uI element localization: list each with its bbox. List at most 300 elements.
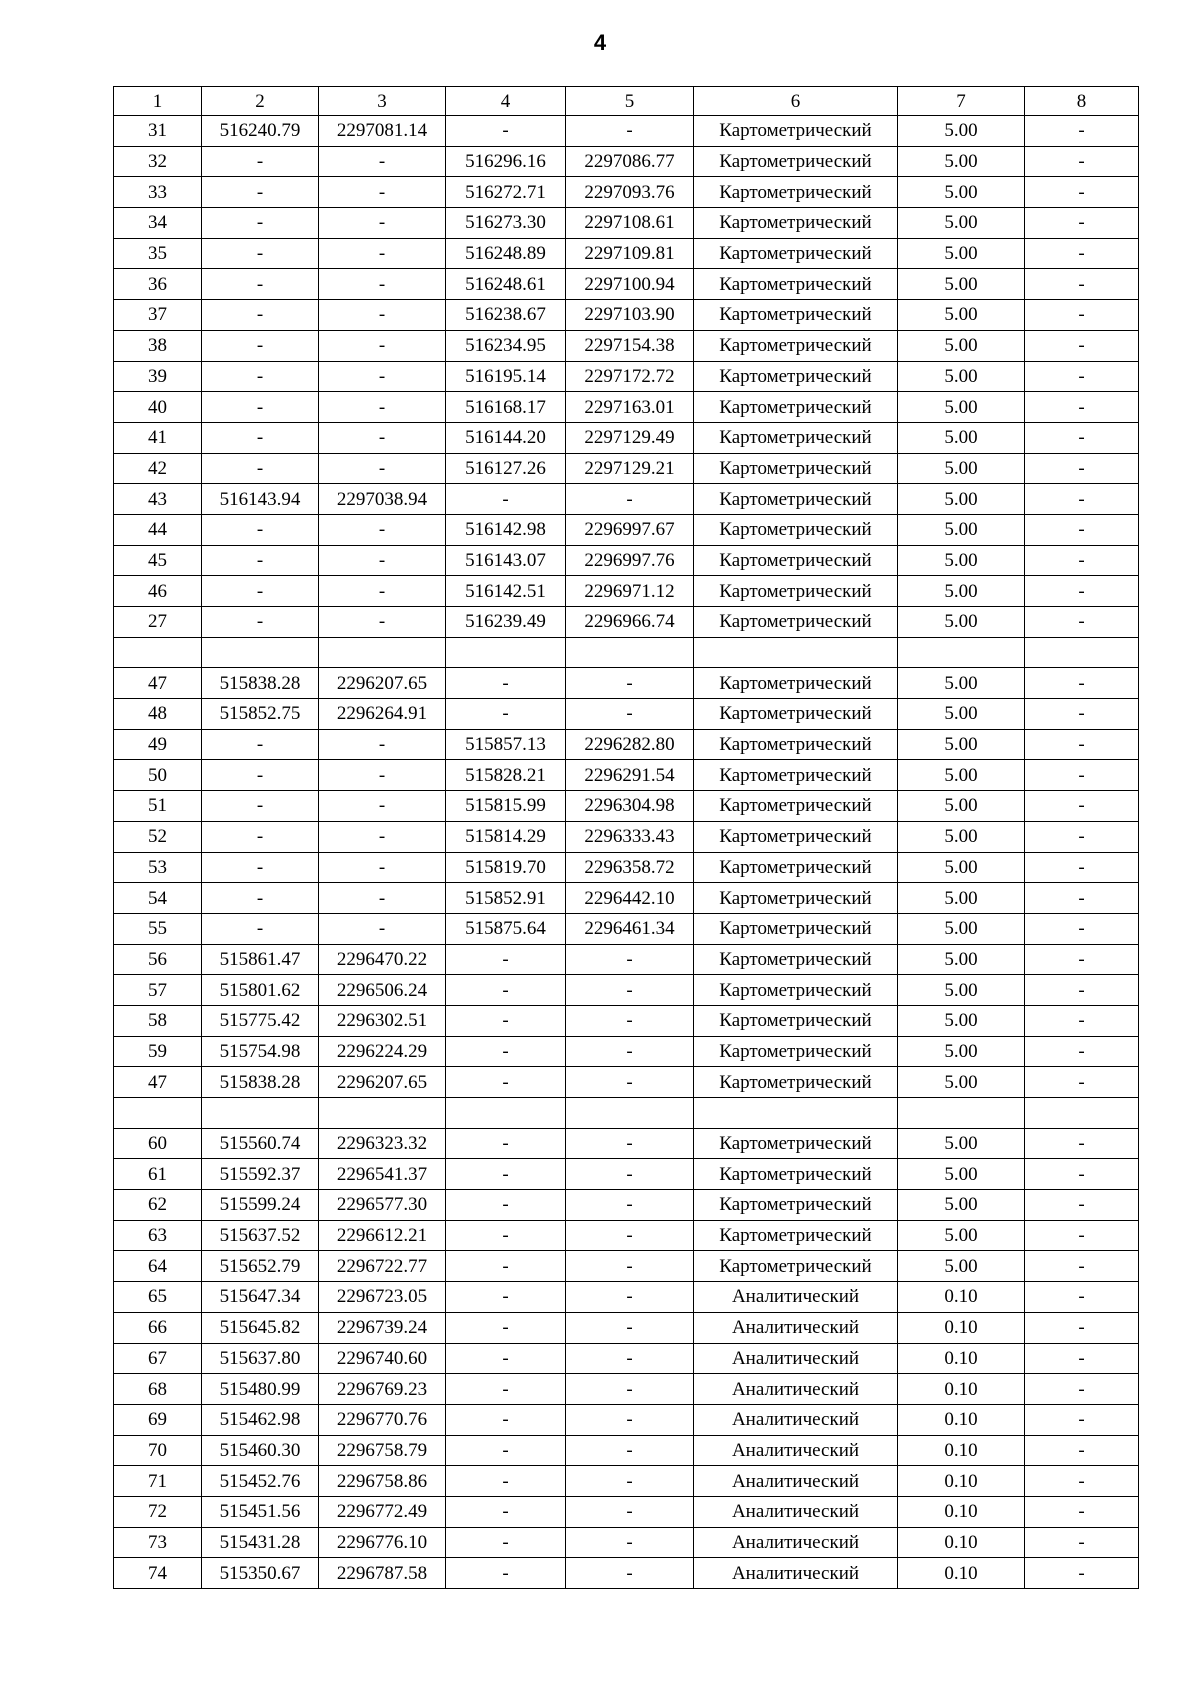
table-cell: - <box>1025 1220 1139 1251</box>
table-cell: - <box>566 1220 694 1251</box>
table-row <box>114 1005 1139 1036</box>
table-cell: 2296323.32 <box>319 1128 446 1159</box>
table-cell: - <box>566 1128 694 1159</box>
table-cell: - <box>446 1312 566 1343</box>
table-cell: - <box>202 269 319 300</box>
table-cell: 5.00 <box>898 607 1025 638</box>
table-cell: - <box>319 729 446 760</box>
table-body <box>114 116 1139 1589</box>
table-cell: 2296304.98 <box>566 791 694 822</box>
table-cell: 515838.28 <box>202 668 319 699</box>
table-cell: Картометрический <box>694 852 898 883</box>
table-row <box>114 883 1139 914</box>
table-row <box>114 484 1139 515</box>
table-cell: 72 <box>114 1496 202 1527</box>
table-cell: 5.00 <box>898 791 1025 822</box>
table-cell: 2296739.24 <box>319 1312 446 1343</box>
table-cell: 516273.30 <box>446 208 566 239</box>
table-cell: 0.10 <box>898 1343 1025 1374</box>
table-row <box>114 729 1139 760</box>
table-row <box>114 975 1139 1006</box>
table-cell: 46 <box>114 576 202 607</box>
table-cell: 2296358.72 <box>566 852 694 883</box>
table-cell: 2296264.91 <box>319 699 446 730</box>
table-cell: 2296966.74 <box>566 607 694 638</box>
table-cell: - <box>1025 514 1139 545</box>
table-cell: Картометрический <box>694 1005 898 1036</box>
table-cell: 55 <box>114 913 202 944</box>
table-cell: 34 <box>114 208 202 239</box>
table-cell: 56 <box>114 944 202 975</box>
table-cell: - <box>319 791 446 822</box>
table-cell: 515801.62 <box>202 975 319 1006</box>
table-cell <box>319 637 446 668</box>
table-cell: 5.00 <box>898 975 1025 1006</box>
table-cell: 5.00 <box>898 668 1025 699</box>
table-cell: Аналитический <box>694 1343 898 1374</box>
table-cell: Картометрический <box>694 484 898 515</box>
table-cell: Картометрический <box>694 1128 898 1159</box>
table-cell: - <box>202 760 319 791</box>
table-cell: 515645.82 <box>202 1312 319 1343</box>
table-cell: 515819.70 <box>446 852 566 883</box>
table-cell: 69 <box>114 1404 202 1435</box>
table-cell: Картометрический <box>694 361 898 392</box>
column-header: 5 <box>566 87 694 116</box>
table-cell: 2296207.65 <box>319 1067 446 1098</box>
table-cell: - <box>319 208 446 239</box>
column-header: 2 <box>202 87 319 116</box>
table-row <box>114 1098 1139 1129</box>
table-cell: - <box>1025 576 1139 607</box>
table-cell: 2296776.10 <box>319 1527 446 1558</box>
table-cell: 67 <box>114 1343 202 1374</box>
table-cell: 5.00 <box>898 699 1025 730</box>
table-cell: 5.00 <box>898 269 1025 300</box>
table-cell: - <box>319 361 446 392</box>
table-cell: 61 <box>114 1159 202 1190</box>
table-cell: - <box>1025 453 1139 484</box>
table-cell: - <box>1025 883 1139 914</box>
table-cell: 31 <box>114 116 202 147</box>
table-cell: 5.00 <box>898 1067 1025 1098</box>
table-cell: 0.10 <box>898 1466 1025 1497</box>
table-cell: Картометрический <box>694 729 898 760</box>
table-row <box>114 699 1139 730</box>
column-header: 6 <box>694 87 898 116</box>
table-cell: - <box>566 484 694 515</box>
table-row <box>114 637 1139 668</box>
table-cell: - <box>202 453 319 484</box>
table-cell: 57 <box>114 975 202 1006</box>
table-cell: 515828.21 <box>446 760 566 791</box>
table-cell: - <box>202 821 319 852</box>
column-header: 8 <box>1025 87 1139 116</box>
table-cell: 5.00 <box>898 821 1025 852</box>
table-cell: - <box>1025 177 1139 208</box>
table-cell: 515480.99 <box>202 1374 319 1405</box>
table-cell: 5.00 <box>898 208 1025 239</box>
table-cell: 2296302.51 <box>319 1005 446 1036</box>
table-cell: - <box>202 361 319 392</box>
table-cell: 63 <box>114 1220 202 1251</box>
table-cell: Картометрический <box>694 330 898 361</box>
table-cell: - <box>1025 1128 1139 1159</box>
table-cell: 60 <box>114 1128 202 1159</box>
table-cell: - <box>566 1251 694 1282</box>
table-cell: 62 <box>114 1190 202 1221</box>
table-row <box>114 238 1139 269</box>
table-row <box>114 1404 1139 1435</box>
table-row <box>114 1282 1139 1313</box>
table-cell: Аналитический <box>694 1435 898 1466</box>
table-cell: 5.00 <box>898 852 1025 883</box>
table-cell: 515637.80 <box>202 1343 319 1374</box>
table-row <box>114 392 1139 423</box>
table-cell: - <box>1025 1496 1139 1527</box>
table-cell: 2296722.77 <box>319 1251 446 1282</box>
table-cell: - <box>446 1251 566 1282</box>
table-cell: - <box>566 116 694 147</box>
table-cell: 5.00 <box>898 453 1025 484</box>
table-cell: 0.10 <box>898 1312 1025 1343</box>
table-cell: - <box>319 177 446 208</box>
table-cell: 516168.17 <box>446 392 566 423</box>
table-cell: Картометрический <box>694 760 898 791</box>
table-cell: - <box>1025 1558 1139 1589</box>
table-cell: Картометрический <box>694 576 898 607</box>
table-cell: 0.10 <box>898 1374 1025 1405</box>
table-cell: - <box>566 699 694 730</box>
table-cell: 2297129.49 <box>566 422 694 453</box>
table-cell: 2297154.38 <box>566 330 694 361</box>
table-cell: 2296442.10 <box>566 883 694 914</box>
table-cell: - <box>319 238 446 269</box>
table-cell: 515861.47 <box>202 944 319 975</box>
table-cell: 65 <box>114 1282 202 1313</box>
table-cell: - <box>566 1005 694 1036</box>
table-cell: - <box>566 975 694 1006</box>
table-cell: - <box>1025 1067 1139 1098</box>
table-cell: 2296772.49 <box>319 1496 446 1527</box>
table-cell: 515592.37 <box>202 1159 319 1190</box>
table-cell: 32 <box>114 146 202 177</box>
table-cell: 515647.34 <box>202 1282 319 1313</box>
table-cell: - <box>202 238 319 269</box>
table-cell: - <box>1025 1312 1139 1343</box>
table-cell: Картометрический <box>694 116 898 147</box>
table-cell: - <box>1025 392 1139 423</box>
table-cell: 71 <box>114 1466 202 1497</box>
table-cell: Картометрический <box>694 699 898 730</box>
table-cell: 515560.74 <box>202 1128 319 1159</box>
table-cell: - <box>1025 699 1139 730</box>
table-cell: 515815.99 <box>446 791 566 822</box>
table-cell: - <box>1025 729 1139 760</box>
table-cell: 516272.71 <box>446 177 566 208</box>
table-cell: 2297108.61 <box>566 208 694 239</box>
table-cell <box>1025 1098 1139 1129</box>
table-cell: - <box>446 975 566 1006</box>
table-cell: - <box>446 1159 566 1190</box>
table-row <box>114 1036 1139 1067</box>
table-row <box>114 760 1139 791</box>
table-cell: 33 <box>114 177 202 208</box>
table-row <box>114 1527 1139 1558</box>
table-cell: - <box>566 1343 694 1374</box>
table-cell: 2296470.22 <box>319 944 446 975</box>
table-cell: 74 <box>114 1558 202 1589</box>
table-cell: - <box>1025 1036 1139 1067</box>
table-cell: - <box>1025 238 1139 269</box>
table-cell: - <box>319 607 446 638</box>
table-cell: 54 <box>114 883 202 914</box>
table-cell: - <box>1025 1466 1139 1497</box>
table-cell: 2297081.14 <box>319 116 446 147</box>
table-cell: 2296758.79 <box>319 1435 446 1466</box>
table-cell: 5.00 <box>898 1159 1025 1190</box>
table-cell: - <box>566 1435 694 1466</box>
table-cell: - <box>566 944 694 975</box>
table-cell: 515452.76 <box>202 1466 319 1497</box>
table-cell: 2296333.43 <box>566 821 694 852</box>
table-cell: - <box>202 392 319 423</box>
page-number: 4 <box>593 30 607 55</box>
table-cell: 516296.16 <box>446 146 566 177</box>
table-cell: 59 <box>114 1036 202 1067</box>
table-cell: - <box>202 576 319 607</box>
table-cell: 515451.56 <box>202 1496 319 1527</box>
table-cell: - <box>1025 1527 1139 1558</box>
table-row <box>114 821 1139 852</box>
table-cell: Аналитический <box>694 1282 898 1313</box>
table-cell: - <box>202 208 319 239</box>
table-cell: Картометрический <box>694 1220 898 1251</box>
table-cell: - <box>1025 1251 1139 1282</box>
table-cell: 0.10 <box>898 1435 1025 1466</box>
table-cell: 515599.24 <box>202 1190 319 1221</box>
table-cell: - <box>446 1527 566 1558</box>
table-cell: 5.00 <box>898 238 1025 269</box>
table-cell: 5.00 <box>898 729 1025 760</box>
table-cell: Картометрический <box>694 392 898 423</box>
table-cell: 5.00 <box>898 913 1025 944</box>
table-cell: Картометрический <box>694 1036 898 1067</box>
table-cell <box>566 637 694 668</box>
table-cell: - <box>446 1343 566 1374</box>
table-cell: 0.10 <box>898 1558 1025 1589</box>
table-cell: 2297129.21 <box>566 453 694 484</box>
table-cell: - <box>202 607 319 638</box>
table-cell: - <box>1025 422 1139 453</box>
table-row <box>114 300 1139 331</box>
table-cell: - <box>202 177 319 208</box>
table-cell: - <box>202 883 319 914</box>
table-cell: - <box>1025 116 1139 147</box>
table-cell: 5.00 <box>898 576 1025 607</box>
table-cell: - <box>202 852 319 883</box>
table-cell: Аналитический <box>694 1374 898 1405</box>
table-row <box>114 330 1139 361</box>
table-row <box>114 146 1139 177</box>
table-cell: 5.00 <box>898 361 1025 392</box>
table-cell: - <box>1025 1282 1139 1313</box>
table-cell: - <box>566 1312 694 1343</box>
table-cell: 515350.67 <box>202 1558 319 1589</box>
table-cell: - <box>319 300 446 331</box>
table-cell: 47 <box>114 668 202 699</box>
table-cell: Аналитический <box>694 1527 898 1558</box>
table-cell: Картометрический <box>694 975 898 1006</box>
table-cell: - <box>566 1558 694 1589</box>
table-cell: - <box>446 1282 566 1313</box>
table-cell: 2296770.76 <box>319 1404 446 1435</box>
table-cell: - <box>1025 361 1139 392</box>
table-row <box>114 607 1139 638</box>
column-header: 1 <box>114 87 202 116</box>
table-cell <box>566 1098 694 1129</box>
table-cell: Картометрический <box>694 913 898 944</box>
table-cell: - <box>202 422 319 453</box>
table-cell: 0.10 <box>898 1496 1025 1527</box>
table-cell: 5.00 <box>898 944 1025 975</box>
table-cell: - <box>1025 146 1139 177</box>
table-row <box>114 1466 1139 1497</box>
header-row <box>114 87 1139 116</box>
table-cell: Аналитический <box>694 1558 898 1589</box>
table-row <box>114 1435 1139 1466</box>
table-cell: - <box>566 1404 694 1435</box>
table-cell: 5.00 <box>898 300 1025 331</box>
table-cell: 2297172.72 <box>566 361 694 392</box>
table-cell: - <box>446 1067 566 1098</box>
table-cell: 43 <box>114 484 202 515</box>
table-cell: 516142.51 <box>446 576 566 607</box>
table-cell: Картометрический <box>694 422 898 453</box>
table-row <box>114 913 1139 944</box>
table-cell: - <box>446 1036 566 1067</box>
table-cell: 35 <box>114 238 202 269</box>
table-cell: Аналитический <box>694 1466 898 1497</box>
table-row <box>114 208 1139 239</box>
table-cell: 2297093.76 <box>566 177 694 208</box>
table-row <box>114 453 1139 484</box>
table-cell: 2296612.21 <box>319 1220 446 1251</box>
table-row <box>114 668 1139 699</box>
table-cell: - <box>1025 1374 1139 1405</box>
table-cell: - <box>446 1435 566 1466</box>
table-row <box>114 1220 1139 1251</box>
table-cell: - <box>1025 269 1139 300</box>
table-cell: 0.10 <box>898 1527 1025 1558</box>
table-cell: 5.00 <box>898 545 1025 576</box>
table-cell: 37 <box>114 300 202 331</box>
table-row <box>114 422 1139 453</box>
table-cell: Картометрический <box>694 1159 898 1190</box>
table-cell: 515431.28 <box>202 1527 319 1558</box>
table-cell: - <box>566 668 694 699</box>
table-cell <box>898 637 1025 668</box>
table-cell: Картометрический <box>694 146 898 177</box>
table-cell <box>114 637 202 668</box>
table-cell: 5.00 <box>898 1005 1025 1036</box>
table-cell: - <box>1025 300 1139 331</box>
table-cell: 68 <box>114 1374 202 1405</box>
table-cell <box>694 1098 898 1129</box>
table-cell: - <box>319 576 446 607</box>
table-row <box>114 1251 1139 1282</box>
table-cell: 5.00 <box>898 484 1025 515</box>
table-cell <box>694 637 898 668</box>
table-cell <box>446 1098 566 1129</box>
table-cell: - <box>1025 791 1139 822</box>
table-cell: 2297086.77 <box>566 146 694 177</box>
table-cell: 2296282.80 <box>566 729 694 760</box>
coordinates-table <box>113 86 1139 1589</box>
table-cell: - <box>202 330 319 361</box>
table-cell: - <box>319 453 446 484</box>
table-row <box>114 1496 1139 1527</box>
table-cell: Аналитический <box>694 1496 898 1527</box>
table-cell: - <box>446 1190 566 1221</box>
table-cell: - <box>1025 484 1139 515</box>
table-cell: - <box>446 1220 566 1251</box>
table-cell: - <box>446 668 566 699</box>
table-cell: 36 <box>114 269 202 300</box>
table-cell: 515857.13 <box>446 729 566 760</box>
table-cell: 2296769.23 <box>319 1374 446 1405</box>
table-cell: 515460.30 <box>202 1435 319 1466</box>
table-cell: Картометрический <box>694 821 898 852</box>
table-cell: 516238.67 <box>446 300 566 331</box>
table-cell: 516142.98 <box>446 514 566 545</box>
table-cell: - <box>202 514 319 545</box>
table-cell: - <box>1025 1190 1139 1221</box>
table-cell: - <box>446 1128 566 1159</box>
table-cell: 2296224.29 <box>319 1036 446 1067</box>
table-cell: 2296758.86 <box>319 1466 446 1497</box>
table-cell: 27 <box>114 607 202 638</box>
column-header: 3 <box>319 87 446 116</box>
table-cell: 516240.79 <box>202 116 319 147</box>
table-row <box>114 1128 1139 1159</box>
table-cell: 516195.14 <box>446 361 566 392</box>
table-cell: - <box>446 1005 566 1036</box>
table-cell: - <box>319 392 446 423</box>
table-cell: Картометрический <box>694 1190 898 1221</box>
table-cell: - <box>1025 1343 1139 1374</box>
table-cell: Картометрический <box>694 944 898 975</box>
table-cell <box>319 1098 446 1129</box>
table-cell: 516234.95 <box>446 330 566 361</box>
table-cell: - <box>566 1527 694 1558</box>
table-cell: - <box>566 1466 694 1497</box>
table-cell: 515852.75 <box>202 699 319 730</box>
table-cell: 41 <box>114 422 202 453</box>
table-cell: 5.00 <box>898 392 1025 423</box>
table-row <box>114 852 1139 883</box>
table-row <box>114 116 1139 147</box>
table-cell: 515637.52 <box>202 1220 319 1251</box>
table-cell: - <box>1025 1159 1139 1190</box>
table-cell: 2296787.58 <box>319 1558 446 1589</box>
table-cell: Картометрический <box>694 607 898 638</box>
table-cell: 516144.20 <box>446 422 566 453</box>
table-cell: - <box>566 1374 694 1405</box>
table-cell: 42 <box>114 453 202 484</box>
table-cell: 39 <box>114 361 202 392</box>
table-cell: Картометрический <box>694 177 898 208</box>
